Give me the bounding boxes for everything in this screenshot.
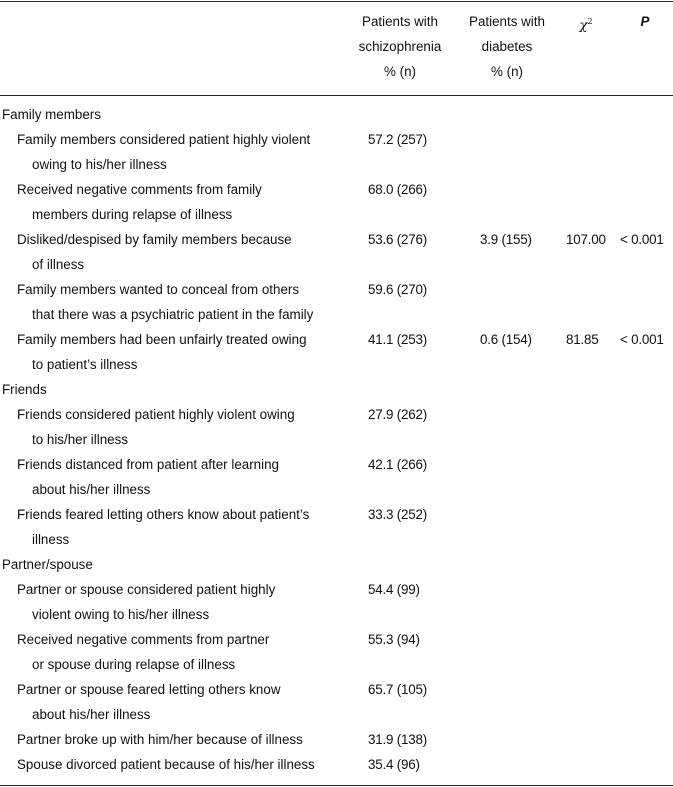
header-schizophrenia-line3: % (n) xyxy=(384,64,416,79)
table-row xyxy=(0,727,673,752)
table-row xyxy=(0,127,673,177)
row-label-line2: about his/her illness xyxy=(32,482,151,497)
row-label-line1: Disliked/despised by family members because xyxy=(17,232,292,247)
row-label xyxy=(17,327,352,377)
row-label-line2: owing to his/her illness xyxy=(32,157,167,172)
header-diabetes-line3: % (n) xyxy=(491,64,523,79)
schizophrenia-value: 54.4 (99) xyxy=(368,582,420,597)
schizophrenia-value: 35.4 (96) xyxy=(368,757,420,772)
row-label-line2: that there was a psychiatric patient in the family xyxy=(32,307,314,322)
table-row xyxy=(0,402,673,452)
row-label-line1: Spouse divorced patient because of his/her illness xyxy=(17,757,315,772)
table-body xyxy=(0,102,673,777)
row-label-line1: Partner broke up with him/her because of illness xyxy=(17,732,303,747)
table-row xyxy=(0,577,673,627)
bottom-rule xyxy=(0,785,673,786)
row-label xyxy=(17,577,352,627)
header-diabetes-line1: Patients with xyxy=(469,14,545,29)
table-row xyxy=(0,752,673,777)
p-value: < 0.001 xyxy=(620,232,664,247)
row-label xyxy=(17,402,352,452)
row-label-line1: Received negative comments from family xyxy=(17,182,262,197)
row-label-line1: Friends feared letting others know about patient’s xyxy=(17,507,310,522)
row-label-line2: to his/her illness xyxy=(32,432,129,447)
header-diabetes-line2: diabetes xyxy=(481,39,533,54)
row-label-line1: Partner or spouse considered patient highly xyxy=(17,582,276,597)
schizophrenia-value: 59.6 (270) xyxy=(368,282,428,297)
row-label xyxy=(17,277,352,327)
row-label-line2: of illness xyxy=(32,257,85,272)
p-value: < 0.001 xyxy=(620,332,664,347)
row-label-line1: Friends considered patient highly violent owing xyxy=(17,407,295,422)
section-heading: Partner/spouse xyxy=(2,557,93,572)
header-schizophrenia-line1: Patients with xyxy=(362,14,438,29)
header-schizophrenia-line2: schizophrenia xyxy=(358,39,442,54)
row-label-line1: Friends distanced from patient after learning xyxy=(17,457,280,472)
row-label-line1: Family members considered patient highly violent xyxy=(17,132,311,147)
row-label xyxy=(17,227,352,277)
row-label-line1: Received negative comments from partner xyxy=(17,632,270,647)
schizophrenia-value: 57.2 (257) xyxy=(368,132,428,147)
chi-square-value: 81.85 xyxy=(566,332,599,347)
row-label-line1: Family members wanted to conceal from others xyxy=(17,282,300,297)
header-chi-square xyxy=(566,9,606,38)
row-label xyxy=(17,177,352,227)
row-label-line2: about his/her illness xyxy=(32,707,151,722)
schizophrenia-value: 65.7 (105) xyxy=(368,682,428,697)
table-row xyxy=(0,277,673,327)
table-row xyxy=(0,627,673,677)
row-label-line2: violent owing to his/her illness xyxy=(32,607,210,622)
header-schizophrenia xyxy=(346,9,454,84)
header-p-value: P xyxy=(640,14,650,29)
table-row xyxy=(0,327,673,377)
header-rule xyxy=(0,95,673,96)
row-label-line1: Family members had been unfairly treated owing xyxy=(17,332,307,347)
schizophrenia-value: 42.1 (266) xyxy=(368,457,428,472)
row-label-line2: members during relapse of illness xyxy=(32,207,233,222)
table-row xyxy=(0,227,673,277)
row-label xyxy=(17,502,352,552)
schizophrenia-value: 27.9 (262) xyxy=(368,407,428,422)
section-heading: Friends xyxy=(2,382,47,397)
row-label xyxy=(17,727,352,752)
row-label-line2: or spouse during relapse of illness xyxy=(32,657,236,672)
table-row xyxy=(0,502,673,552)
chi-square-value: 107.00 xyxy=(566,232,606,247)
schizophrenia-value: 55.3 (94) xyxy=(368,632,420,647)
top-rule xyxy=(0,1,673,2)
row-label xyxy=(17,127,352,177)
row-label xyxy=(17,627,352,677)
section-heading: Family members xyxy=(2,107,101,122)
schizophrenia-value: 41.1 (253) xyxy=(368,332,428,347)
table-row xyxy=(0,177,673,227)
header-diabetes xyxy=(458,9,556,84)
diabetes-value: 0.6 (154) xyxy=(480,332,532,347)
diabetes-value: 3.9 (155) xyxy=(480,232,532,247)
schizophrenia-value: 33.3 (252) xyxy=(368,507,428,522)
row-label xyxy=(17,452,352,502)
row-label-line1: Partner or spouse feared letting others know xyxy=(17,682,281,697)
header-chi-superscript: 2 xyxy=(587,17,593,26)
row-label-line2: illness xyxy=(32,532,70,547)
row-label-line2: to patient’s illness xyxy=(32,357,138,372)
table-row xyxy=(0,677,673,727)
header-chi-symbol: χ xyxy=(579,18,588,34)
row-label xyxy=(17,677,352,727)
row-label xyxy=(17,752,352,777)
schizophrenia-value: 68.0 (266) xyxy=(368,182,428,197)
schizophrenia-value: 31.9 (138) xyxy=(368,732,428,747)
schizophrenia-value: 53.6 (276) xyxy=(368,232,428,247)
table-row xyxy=(0,452,673,502)
